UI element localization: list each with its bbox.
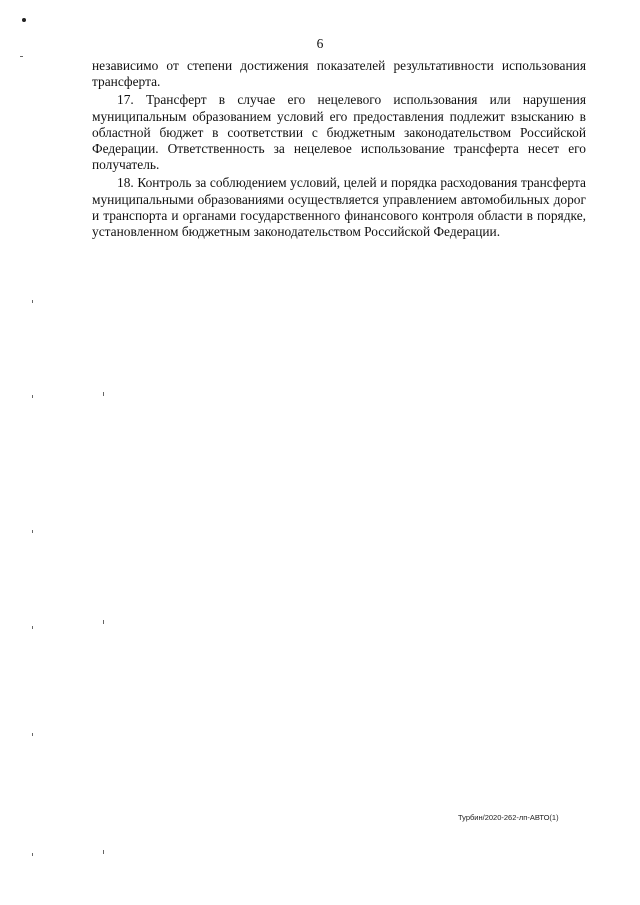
scan-speck (103, 392, 104, 396)
scan-speck (103, 850, 104, 854)
paragraph-18: 18. Контроль за соблюдением условий, целей и порядка расходования трансферта муниципальными образованиями осуществляется управлением автомобильных дорог и транспорта и органами государственного финансового контроля области в порядке, установленном бюджетным законодательством Российской Федерации. (92, 175, 586, 240)
page-number: 6 (316, 36, 324, 51)
footer-reference: Турбин/2020-262-лп-АВТО(1) (458, 813, 559, 822)
paragraph-17: 17. Трансферт в случае его нецелевого использования или нарушения муниципальным образованием условий его предоставления подлежит взысканию в областной бюджет в соответствии с бюджетным законодательством Российской Федерации. Ответственность за нецелевое использование трансферта несет его получатель. (92, 92, 586, 173)
scan-speck (32, 395, 33, 398)
scan-speck (32, 626, 33, 629)
scan-speck (32, 300, 33, 303)
body-text (92, 58, 586, 242)
scan-speck (22, 18, 26, 22)
scan-speck (32, 733, 33, 736)
scan-speck (103, 620, 104, 624)
scan-speck (20, 56, 23, 57)
paragraph-continuation: независимо от степени достижения показателей результативности использования трансферта. (92, 58, 586, 90)
scan-speck (32, 530, 33, 533)
scan-speck (32, 853, 33, 856)
